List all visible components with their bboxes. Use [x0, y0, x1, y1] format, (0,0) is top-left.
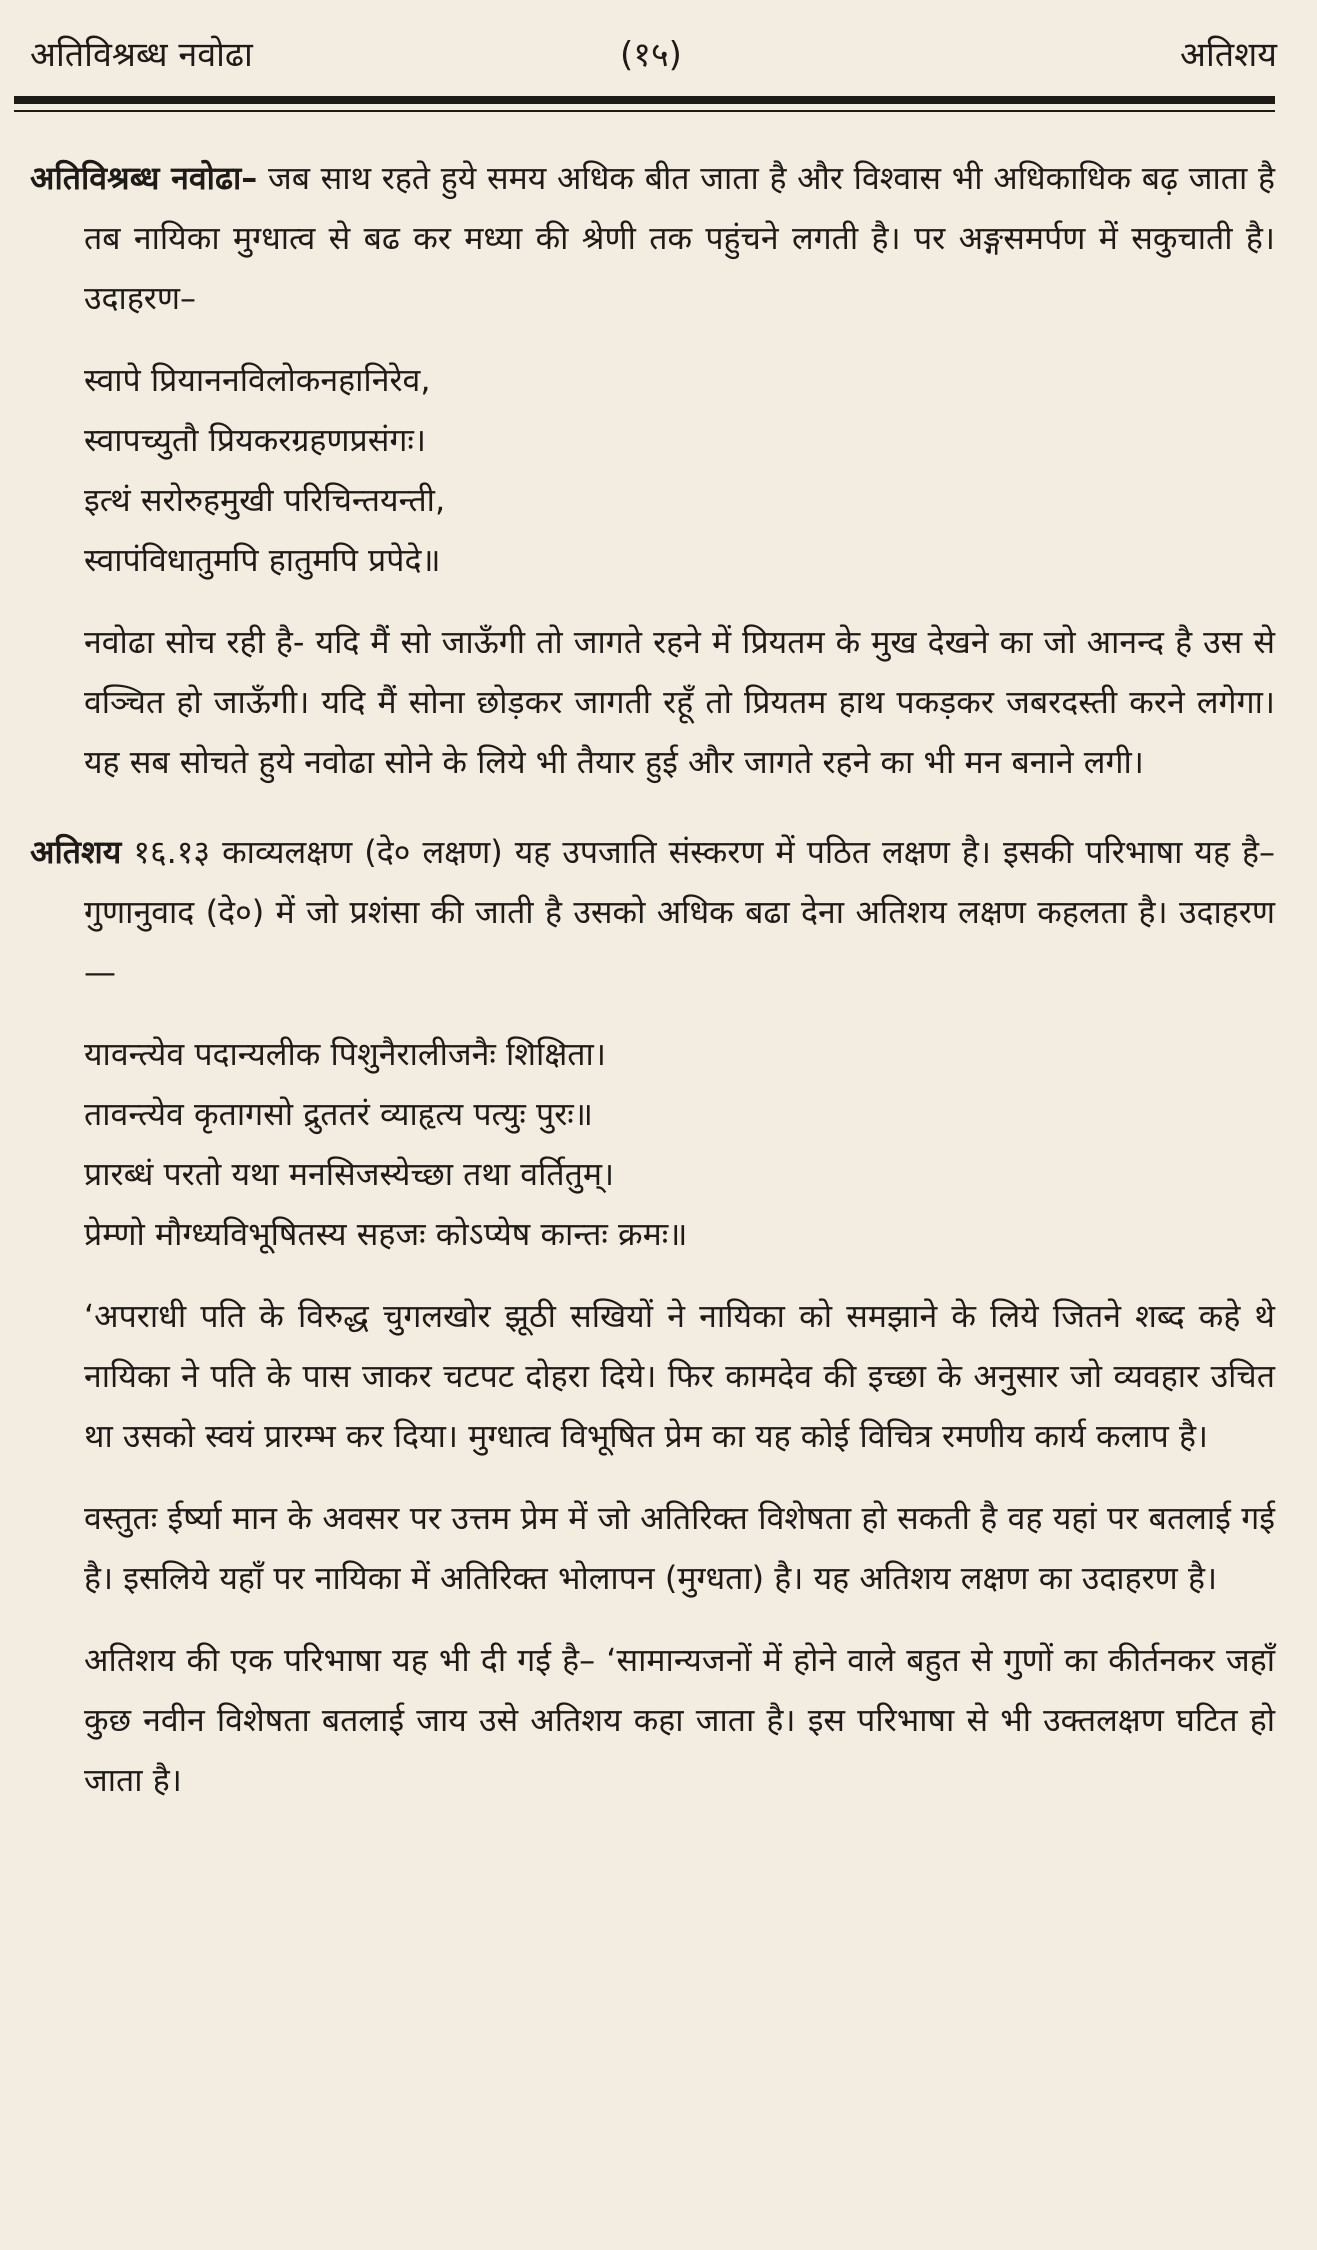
- sanskrit-verse-1: [30, 350, 1275, 590]
- entry-term: अतिशय: [30, 833, 122, 871]
- header-right-title: अतिशय: [1179, 35, 1277, 75]
- verse-line: यावन्त्येव पदान्यलीक पिशुनैरालीजनैः शिक्षिता।: [84, 1035, 606, 1073]
- verse-line: इत्थं सरोरुहमुखी परिचिन्तयन्ती,: [84, 481, 446, 519]
- entry-explanation: अतिशय की एक परिभाषा यह भी दी गई है– ‘सामान्यजनों में होने वाले बहुत से गुणों का कीर्तनकर जहाँ कुछ नवीन विशेषता बतलाई जाय उसे अतिशय कहा जाता है। इस परिभाषा से भी उक्तलक्षण घटित हो जाता है।: [84, 1641, 1275, 1799]
- entry-explanation: ‘अपराधी पति के विरुद्ध चुगलखोर झूठी सखियों ने नायिका को समझाने के लिये जितने शब्द कहे थे नायिका ने पति के पास जाकर चटपट दोहरा दिये। फिर कामदेव की इच्छा के अनुसार जो व्यवहार उचित था उसको स्वयं प्रारम्भ कर दिया। मुग्धात्व विभूषित प्रेम का यह कोई विचित्र रमणीय कार्य कलाप है।: [84, 1297, 1275, 1455]
- verse-line: प्रेम्णो मौग्ध्यविभूषितस्य सहजः कोऽप्येष कान्तः क्रमः॥: [84, 1215, 688, 1253]
- header-left-title: अतिविश्रब्ध नवोढा: [30, 35, 253, 75]
- entry-atishay-definition: [30, 822, 1275, 1002]
- page-number: (१५): [620, 35, 682, 75]
- verse-line: तावन्त्येव कृतागसो द्रुततरं व्याहृत्य पत्युः पुरः॥: [84, 1095, 593, 1133]
- verse-line: स्वापंविधातुमपि हातुमपि प्रपेदे॥: [84, 541, 441, 579]
- page-body: [30, 148, 1275, 1810]
- entry-term: अतिविश्रब्ध नवोढा–: [30, 159, 258, 197]
- running-header: [30, 30, 1277, 80]
- verse-line: स्वापच्युतौ प्रियकरग्रहणप्रसंगः।: [84, 421, 426, 459]
- header-rule-thin: [14, 110, 1275, 112]
- entry-explanation: नवोढा सोच रही है- यदि मैं सो जाऊँगी तो जागते रहने में प्रियतम के मुख देखने का जो आनन्द है उस से वञ्चित हो जाऊँगी। यदि मैं सोना छोड़कर जागती रहूँ तो प्रियतम हाथ पकड़कर जबरदस्ती करने लगेगा। यह सब सोचते हुये नवोढा सोने के लिये भी तैयार हुई और जागते रहने का भी मन बनाने लगी।: [84, 623, 1275, 781]
- header-rule-thick: [14, 96, 1275, 104]
- entry-definition-text: जब साथ रहते हुये समय अधिक बीत जाता है और विश्वास भी अधिकाधिक बढ़ जाता है तब नायिका मुग्धात्व से बढ कर मध्या की श्रेणी तक पहुंचने लगती है। पर अङ्गसमर्पण में सकुचाती है। उदाहरण–: [84, 159, 1275, 317]
- sanskrit-verse-2: [30, 1024, 1275, 1264]
- entry-explanation: वस्तुतः ईर्ष्या मान के अवसर पर उत्तम प्रेम में जो अतिरिक्त विशेषता हो सकती है वह यहां पर बतलाई गई है। इसलिये यहाँ पर नायिका में अतिरिक्त भोलापन (मुग्धता) है। यह अतिशय लक्षण का उदाहरण है।: [84, 1499, 1275, 1597]
- entry-definition-text: १६.१३ काव्यलक्षण (दे० लक्षण) यह उपजाति संस्करण में पठित लक्षण है। इसकी परिभाषा यह है– गुणानुवाद (दे०) में जो प्रशंसा की जाती है उसको अधिक बढा देना अतिशय लक्षण कहलता है। उदाहरण—: [84, 833, 1275, 991]
- verse-line: प्रारब्धं परतो यथा मनसिजस्येच्छा तथा वर्तितुम्।: [84, 1155, 615, 1193]
- verse-line: स्वापे प्रियाननविलोकनहानिरेव,: [84, 361, 431, 399]
- entry-ativishrabdha-definition: [30, 148, 1275, 328]
